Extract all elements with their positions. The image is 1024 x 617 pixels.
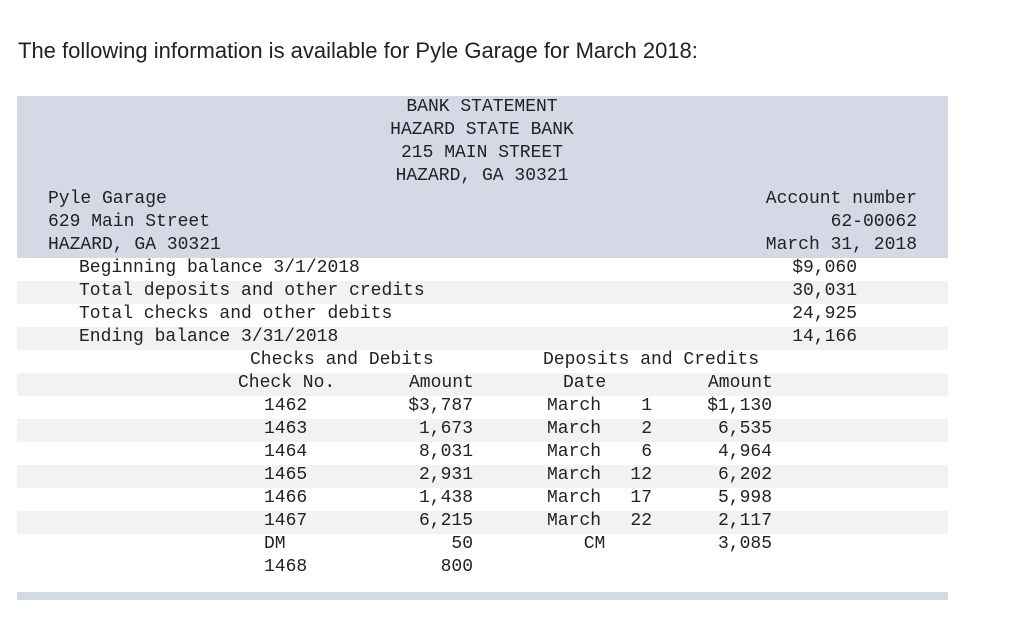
checks-section-title: Checks and Debits xyxy=(250,350,434,370)
check-number: DM xyxy=(264,534,286,554)
row-stripe xyxy=(17,373,948,396)
summary-value: $9,060 xyxy=(792,258,857,278)
check-number: 1464 xyxy=(264,442,308,462)
check-number: 1467 xyxy=(264,511,308,531)
deposit-amount: 3,085 xyxy=(717,534,772,554)
summary-label: Total deposits and other credits xyxy=(79,281,425,301)
deposit-amount: 6,202 xyxy=(717,465,772,485)
deposit-day: 22 xyxy=(630,511,652,531)
account-label: Account number xyxy=(765,189,917,209)
check-amount: 1,438 xyxy=(418,488,473,508)
check-amount: 8,031 xyxy=(418,442,473,462)
check-number: 1466 xyxy=(264,488,308,508)
deposit-day: 1 xyxy=(641,396,652,416)
check-amount: 6,215 xyxy=(418,511,473,531)
summary-value: 30,031 xyxy=(792,281,857,301)
bank-city: HAZARD, GA 30321 xyxy=(395,166,569,186)
check-amount: $3,787 xyxy=(408,396,473,416)
row-stripe xyxy=(17,419,948,442)
check-number: 1465 xyxy=(264,465,308,485)
row-stripe xyxy=(17,465,948,488)
deposit-month: March xyxy=(547,419,602,439)
check-number: 1462 xyxy=(264,396,308,416)
deposit-month: CM xyxy=(583,534,606,554)
deposit-day: 12 xyxy=(630,465,652,485)
check-number: 1463 xyxy=(264,419,308,439)
row-stripe xyxy=(17,511,948,534)
deposit-month: March xyxy=(547,511,602,531)
deposit-day: 17 xyxy=(630,488,652,508)
deposits-section-title: Deposits and Credits xyxy=(543,350,760,370)
customer-city: HAZARD, GA 30321 xyxy=(48,235,221,255)
deposit-month: March xyxy=(547,488,602,508)
check-amount: 800 xyxy=(440,557,473,577)
bank-street: 215 MAIN STREET xyxy=(400,143,564,163)
deposit-month: March xyxy=(547,465,602,485)
check-no-header: Check No. xyxy=(238,373,336,393)
summary-label: Beginning balance 3/1/2018 xyxy=(79,258,360,278)
check-number: 1468 xyxy=(264,557,308,577)
check-amount: 2,931 xyxy=(418,465,473,485)
statement-title: BANK STATEMENT xyxy=(406,97,558,117)
summary-value: 14,166 xyxy=(792,327,857,347)
summary-label: Total checks and other debits xyxy=(79,304,393,324)
deposit-month: March xyxy=(547,396,602,416)
deposit-amount: 4,964 xyxy=(717,442,772,462)
bank-name: HAZARD STATE BANK xyxy=(390,120,574,140)
deposit-amount: $1,130 xyxy=(707,396,772,416)
statement-bottom-bar xyxy=(17,592,948,600)
customer-name: Pyle Garage xyxy=(48,189,167,209)
deposit-amount: 2,117 xyxy=(717,511,772,531)
deposit-day: 2 xyxy=(641,419,652,439)
deposit-day: 6 xyxy=(641,442,652,462)
account-number: 62-00062 xyxy=(830,212,917,232)
deposits-amount-header: Amount xyxy=(708,373,773,393)
summary-label: Ending balance 3/31/2018 xyxy=(79,327,339,347)
check-amount: 50 xyxy=(451,534,473,554)
customer-street: 629 Main Street xyxy=(48,212,211,232)
intro-text: The following information is available for Pyle Garage for March 2018: xyxy=(18,38,698,63)
deposit-amount: 6,535 xyxy=(717,419,772,439)
bank-statement xyxy=(17,96,948,600)
deposit-amount: 5,998 xyxy=(717,488,772,508)
check-amount: 1,673 xyxy=(418,419,473,439)
deposit-month: March xyxy=(547,442,602,462)
deposits-date-header: Date xyxy=(563,373,607,393)
checks-amount-header: Amount xyxy=(409,373,474,393)
summary-value: 24,925 xyxy=(792,304,857,324)
statement-date: March 31, 2018 xyxy=(765,235,917,255)
